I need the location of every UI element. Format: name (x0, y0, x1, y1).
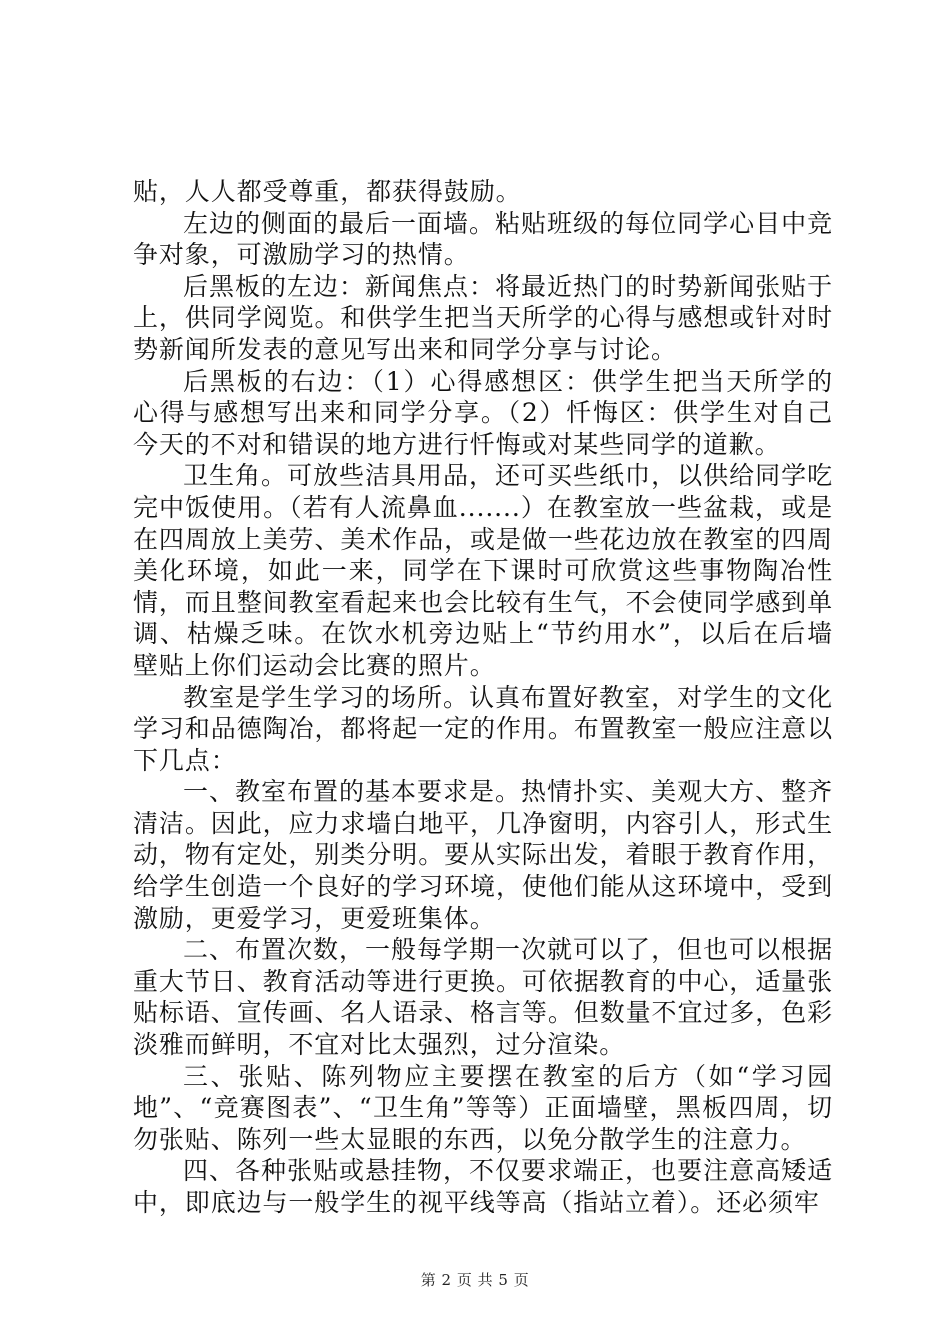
paragraph-hygiene-corner: 卫生角。可放些洁具用品，还可买些纸巾，以供给同学吃完中饭使用。（若有人流鼻血.......）在教室放一些盆栽，或是在四周放上美劳、美术作品，或是做一些花边放在教室的四周美化环境，如此一来，同学在下课时可欣赏这些事物陶冶性情，而且整间教室看起来也会比较有生气，不会使同学感到单调、枯燥乏味。在饮水机旁边贴上“节约用水”，以后在后墙壁贴上你们运动会比赛的照片。 (133, 461, 833, 680)
paragraph-point-two: 二、布置次数，一般每学期一次就可以了，但也可以根据重大节日、教育活动等进行更换。可依据教育的中心，适量张贴标语、宣传画、名人语录、格言等。但数量不宜过多，色彩淡雅而鲜明，不宜对比太强烈，过分渲染。 (133, 935, 833, 1060)
paragraph-point-one: 一、教室布置的基本要求是。热情扑实、美观大方、整齐清洁。因此，应力求墙白地平，几净窗明，内容引人，形式生动，物有定处，别类分明。要从实际出发，着眼于教育作用，给学生创造一个良好的学习环境，使他们能从这环境中，受到激励，更爱学习，更爱班集体。 (133, 777, 833, 933)
paragraph-classroom-intro: 教室是学生学习的场所。认真布置好教室，对学生的文化学习和品德陶冶，都将起一定的作用。布置教室一般应注意以下几点： (133, 682, 833, 775)
paragraph-point-three: 三、张贴、陈列物应主要摆在教室的后方（如“学习园地”、“竞赛图表”、“卫生角”等等）正面墙壁，黑板四周，切勿张贴、陈列一些太显眼的东西，以免分散学生的注意力。 (133, 1061, 833, 1154)
paragraph-continuation: 贴，人人都受尊重，都获得鼓励。 (133, 177, 522, 206)
page-number-footer: 第 2 页 共 5 页 (420, 1271, 530, 1289)
paragraph-blackboard-left: 后黑板的左边：新闻焦点：将最近热门的时势新闻张贴于上，供同学阅览。和供学生把当天所学的心得与感想或针对时势新闻所发表的意见写出来和同学分享与讨论。 (133, 271, 833, 364)
paragraph-left-wall: 左边的侧面的最后一面墙。粘贴班级的每位同学心目中竞争对象，可激励学习的热情。 (133, 208, 833, 270)
paragraph-point-four: 四、各种张贴或悬挂物，不仅要求端正，也要注意高矮适中，即底边与一般学生的视平线等高（指站立着）。还必须牢 (133, 1156, 833, 1217)
document-body (133, 176, 833, 1219)
paragraph-blackboard-right: 后黑板的右边：（1）心得感想区：供学生把当天所学的心得与感想写出来和同学分享。（2）忏悔区：供学生对自己今天的不对和错误的地方进行忏悔或对某些同学的道歉。 (133, 366, 833, 459)
